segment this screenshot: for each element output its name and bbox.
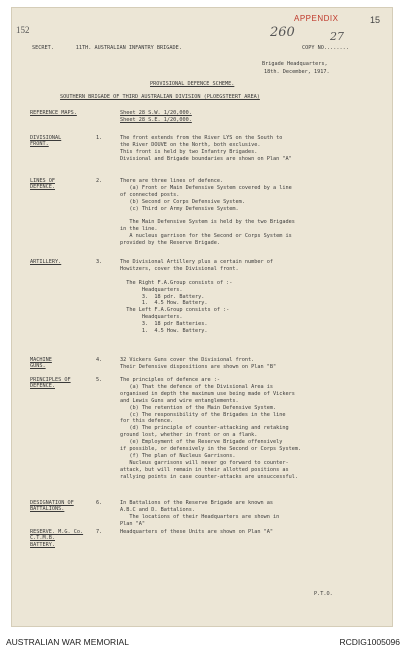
section-label: DESIGNATION OF BATTALIONS. [30,500,74,513]
section-line: if possible, or defensively in the Second or Corps System. [120,446,302,452]
section-line: Headquarters. [120,314,183,321]
section-line: Headquarters. [120,286,183,293]
section-line: A nucleus garrison for the Second or Corps System is [120,233,292,240]
section-line: 1. 4.5 How. Battery. [120,328,208,334]
section-line: in the line. [120,226,158,233]
corner-number: 152 [16,25,30,35]
section-number: 7. [96,529,103,535]
section-line: (a) That the defence of the Divisional Area is [120,383,274,390]
section-line: organised in depth the maximum use being made of Vickers [120,390,295,397]
section-line: The Right F.A.Group consists of :- [120,279,233,286]
handwritten-number-1: 260 [270,25,295,40]
footer-source: AUSTRALIAN WAR MEMORIAL [6,637,129,647]
section-line: 3. 18 pdr Batteries. [120,321,208,328]
section-number: 2. [96,178,103,184]
section-line: and Lewis Guns and wire entanglements. [120,397,239,404]
section-line: Plan "A" [120,520,145,527]
section-line: (c) Third or Army Defensive System. [120,205,239,212]
section-line: 1. 4.5 How. Battery. [120,300,208,307]
section-number: 5. [96,377,103,383]
section-line: The principles of defence are :- [120,377,220,383]
section-line: The Left F.A.Group consists of :- [120,307,230,314]
document-title: PROVISIONAL DEFENCE SCHEME. [150,81,235,87]
section-line: Divisional and Brigade boundaries are shown on Plan "A" [120,155,292,162]
section-line: of connected posts. [120,191,180,198]
section-number: 1. [96,135,103,141]
section-line: (d) The principle of counter-attacking and retaking [120,425,289,432]
document-subtitle: SOUTHERN BRIGADE OF THIRD AUSTRALIAN DIVISION (PLOEGSTEERT AREA) [60,94,260,100]
section-line: The front extends from the River LYS on the South to [120,135,283,141]
section-line: (a) Front or Main Defensive System covered by a line [120,184,292,191]
handwritten-number-2: 27 [330,30,344,43]
section-line: (b) The retention of the Main Defensive System. [120,404,277,411]
section-line: (e) Employment of the Reserve Brigade offensively [120,439,283,446]
section-line: Howitzers, cover the Divisional front. [120,265,239,272]
section-line: provided by the Reserve Brigade. [120,240,220,247]
section-line: Headquarters of these Units are shown on Plan "A" [120,529,274,535]
section-line: 3. 18 pdr. Battery. [120,293,205,300]
reference-maps-label: REFERENCE MAPS. [30,110,77,116]
footer-id: RCDIG1005096 [339,637,400,647]
section-line: A.B.C and D. Battalions. [120,506,195,513]
section-line: The Main Defensive System is held by the two Brigades [120,219,295,226]
section-line: 32 Vickers Guns cover the Divisional front. [120,357,255,363]
section-line: (b) Second or Corps Defensive System. [120,198,245,205]
section-line: ground lost, whether in front or on a flank. [120,432,258,439]
reference-map-2: Sheet 28 S.E. 1/20,000. [120,117,192,123]
section-label: RESERVE. M.G. Co. C.T.M.B. BATTERY. [30,529,84,548]
copy-number: COPY NO........ [302,45,349,51]
section-line: Their Defensive dispositions are shown on Plan "B" [120,363,277,370]
section-number: 4. [96,357,103,363]
section-label: PRINCIPLES OF DEFENCE. [30,377,71,390]
section-line: rallying points in case counter-attacks are unsuccessful. [120,473,299,480]
reference-map-1: Sheet 28 S.W. 1/20,000. [120,110,192,116]
section-line: This front is held by two Infantry Brigades. [120,148,258,155]
section-number: 3. [96,259,103,265]
section-line: Nucleus garrisons will never go forward to counter- [120,459,289,466]
section-line: In Battalions of the Reserve Brigade are known as [120,500,274,506]
section-line: (f) The plan of Nucleus Garrisons. [120,452,236,459]
section-line: for this defence. [120,418,174,425]
section-line: the River DOUVE on the North, both exclusive. [120,141,261,148]
section-label: ARTILLERY. [30,259,62,265]
section-label: LINES OF DEFENCE. [30,178,55,191]
section-line: (c) The responsibility of the Brigades in the line [120,411,286,418]
section-label: MACHINE GUNS. [30,357,52,370]
section-number: 6. [96,500,103,506]
pto-mark: P.T.O. [314,591,333,597]
section-line: The locations of their Headquarters are shown in [120,513,280,520]
document-date: 18th. December, 1917. [264,69,330,75]
section-line: There are three lines of defence. [120,178,224,184]
brigade-hq: Brigade Headquarters, [262,61,328,67]
appendix-stamp: APPENDIX [294,14,339,23]
document-page [12,8,392,626]
section-line: The Divisional Artillery plus a certain number of [120,259,274,265]
section-label: DIVISIONAL FRONT. [30,135,62,148]
page-number: 15 [370,15,381,25]
header-left: SECRET. 11TH. AUSTRALIAN INFANTRY BRIGADE. [32,45,182,51]
section-line: attack, but will remain in their allotted positions as [120,466,289,473]
